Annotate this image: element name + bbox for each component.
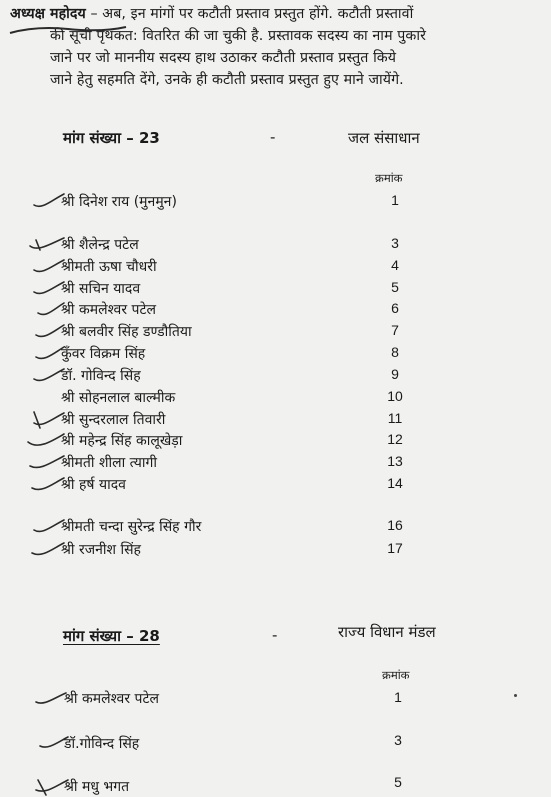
- tick-mark: [32, 543, 64, 554]
- list-item-number: 1: [391, 192, 399, 208]
- tick-mark: [30, 456, 64, 467]
- list-item-number: 7: [391, 322, 399, 338]
- tick-mark: [34, 413, 64, 424]
- tick-mark: [36, 693, 66, 703]
- tick-mark: [36, 347, 64, 358]
- list-item-name: श्री कमलेश्वर पटेल: [64, 691, 160, 707]
- list-item-name: श्री सचिन यादव: [61, 281, 141, 297]
- list-item-number: 3: [394, 732, 402, 748]
- list-item-name: श्री मधु भगत: [64, 779, 130, 795]
- list-item-number: 17: [387, 540, 403, 556]
- list-item-number: 6: [391, 300, 399, 316]
- list-item-number: 1: [394, 689, 402, 705]
- ink-dot: [514, 694, 517, 697]
- tick-mark: [32, 478, 64, 489]
- demand-23-dash: -: [270, 128, 276, 146]
- list-item-name: श्रीमती शीला त्यागी: [61, 455, 157, 471]
- list-item-name: श्री दिनेश राय (मुनमुन): [61, 194, 177, 210]
- list-item-number: 4: [391, 257, 399, 273]
- tick-mark: [36, 240, 40, 250]
- paragraph-line-2: की सूची पृथकत: वितरित की जा चुकी है. प्रस्तावक सदस्य का नाम पुकारे: [50, 28, 427, 44]
- paragraph-line-1: [10, 3, 541, 25]
- list-item-name: श्रीमती चन्दा सुरेन्द्र सिंह गौर: [61, 519, 202, 535]
- tick-mark: [28, 434, 64, 445]
- list-item-number: 10: [387, 388, 403, 404]
- tick-mark: [34, 282, 64, 293]
- list-item-name: डॉ.गोविन्द सिंह: [64, 736, 140, 752]
- list-item-name: डॉ. गोविन्द सिंह: [61, 368, 141, 384]
- list-item-name: श्री बलवीर सिंह डण्डौतिया: [61, 324, 192, 340]
- list-item-number: 16: [387, 517, 403, 533]
- demand-28-heading: मांग संख्या – 28: [63, 627, 160, 645]
- list-item-number: 8: [391, 344, 399, 360]
- pen-underline-mark: [8, 24, 128, 36]
- demand-28-dash: -: [272, 626, 278, 644]
- demand-23-title: जल संसाधान: [348, 129, 420, 147]
- list-item-number: 12: [387, 431, 403, 447]
- tick-mark: [30, 238, 64, 248]
- list-item-number: 5: [394, 774, 402, 790]
- demand-28-title: राज्य विधान मंडल: [338, 623, 436, 641]
- list-item-name: श्री हर्ष यादव: [61, 477, 126, 493]
- tick-mark: [34, 369, 64, 380]
- list-item-name: श्री कमलेश्वर पटेल: [61, 302, 157, 318]
- speaker-label: अध्यक्ष महोदय: [10, 6, 86, 22]
- paragraph-line-4: जाने हेतु सहमति देंगे, उनके ही कटौती प्रस्ताव प्रस्तुत हुए माने जायेंगे.: [50, 72, 404, 88]
- paragraph-line-1-text: – अब, इन मांगों पर कटौती प्रस्ताव प्रस्तुत होंगे. कटौती प्रस्तावों: [85, 6, 414, 22]
- list-item-name: श्री महेन्द्र सिंह कालूखेड़ा: [61, 433, 183, 449]
- demand-23-heading: मांग संख्या – 23: [63, 129, 160, 147]
- demand-28-kramank-label: क्रमांक: [382, 668, 410, 682]
- list-item-name: श्री सुन्दरलाल तिवारी: [61, 412, 166, 428]
- list-item-number: 14: [387, 475, 403, 491]
- tick-mark: [34, 412, 40, 428]
- tick-mark: [34, 260, 64, 271]
- tick-mark: [34, 520, 64, 531]
- opening-paragraph: [10, 3, 541, 91]
- list-item-name: कुँवर विक्रम सिंह: [61, 346, 146, 362]
- list-item-name: श्री शैलेन्द्र पटेल: [61, 237, 139, 253]
- paragraph-line-3: जाने पर जो माननीय सदस्य हाथ उठाकर कटौती प्रस्ताव प्रस्तुत किये: [50, 50, 397, 66]
- list-item-number: 13: [387, 453, 403, 469]
- tick-mark: [34, 194, 64, 206]
- tick-mark: [38, 780, 46, 795]
- list-item-name: श्री सोहनलाल बाल्मीक: [61, 390, 176, 406]
- list-item-number: 5: [391, 279, 399, 295]
- tick-mark: [36, 325, 64, 336]
- list-item-number: 11: [387, 410, 403, 426]
- list-item-number: 9: [391, 366, 399, 382]
- demand-23-kramank-label: क्रमांक: [375, 171, 403, 185]
- list-item-name: श्रीमती ऊषा चौधरी: [61, 259, 157, 275]
- list-item-number: 3: [391, 235, 399, 251]
- list-item-name: श्री रजनीश सिंह: [61, 542, 141, 558]
